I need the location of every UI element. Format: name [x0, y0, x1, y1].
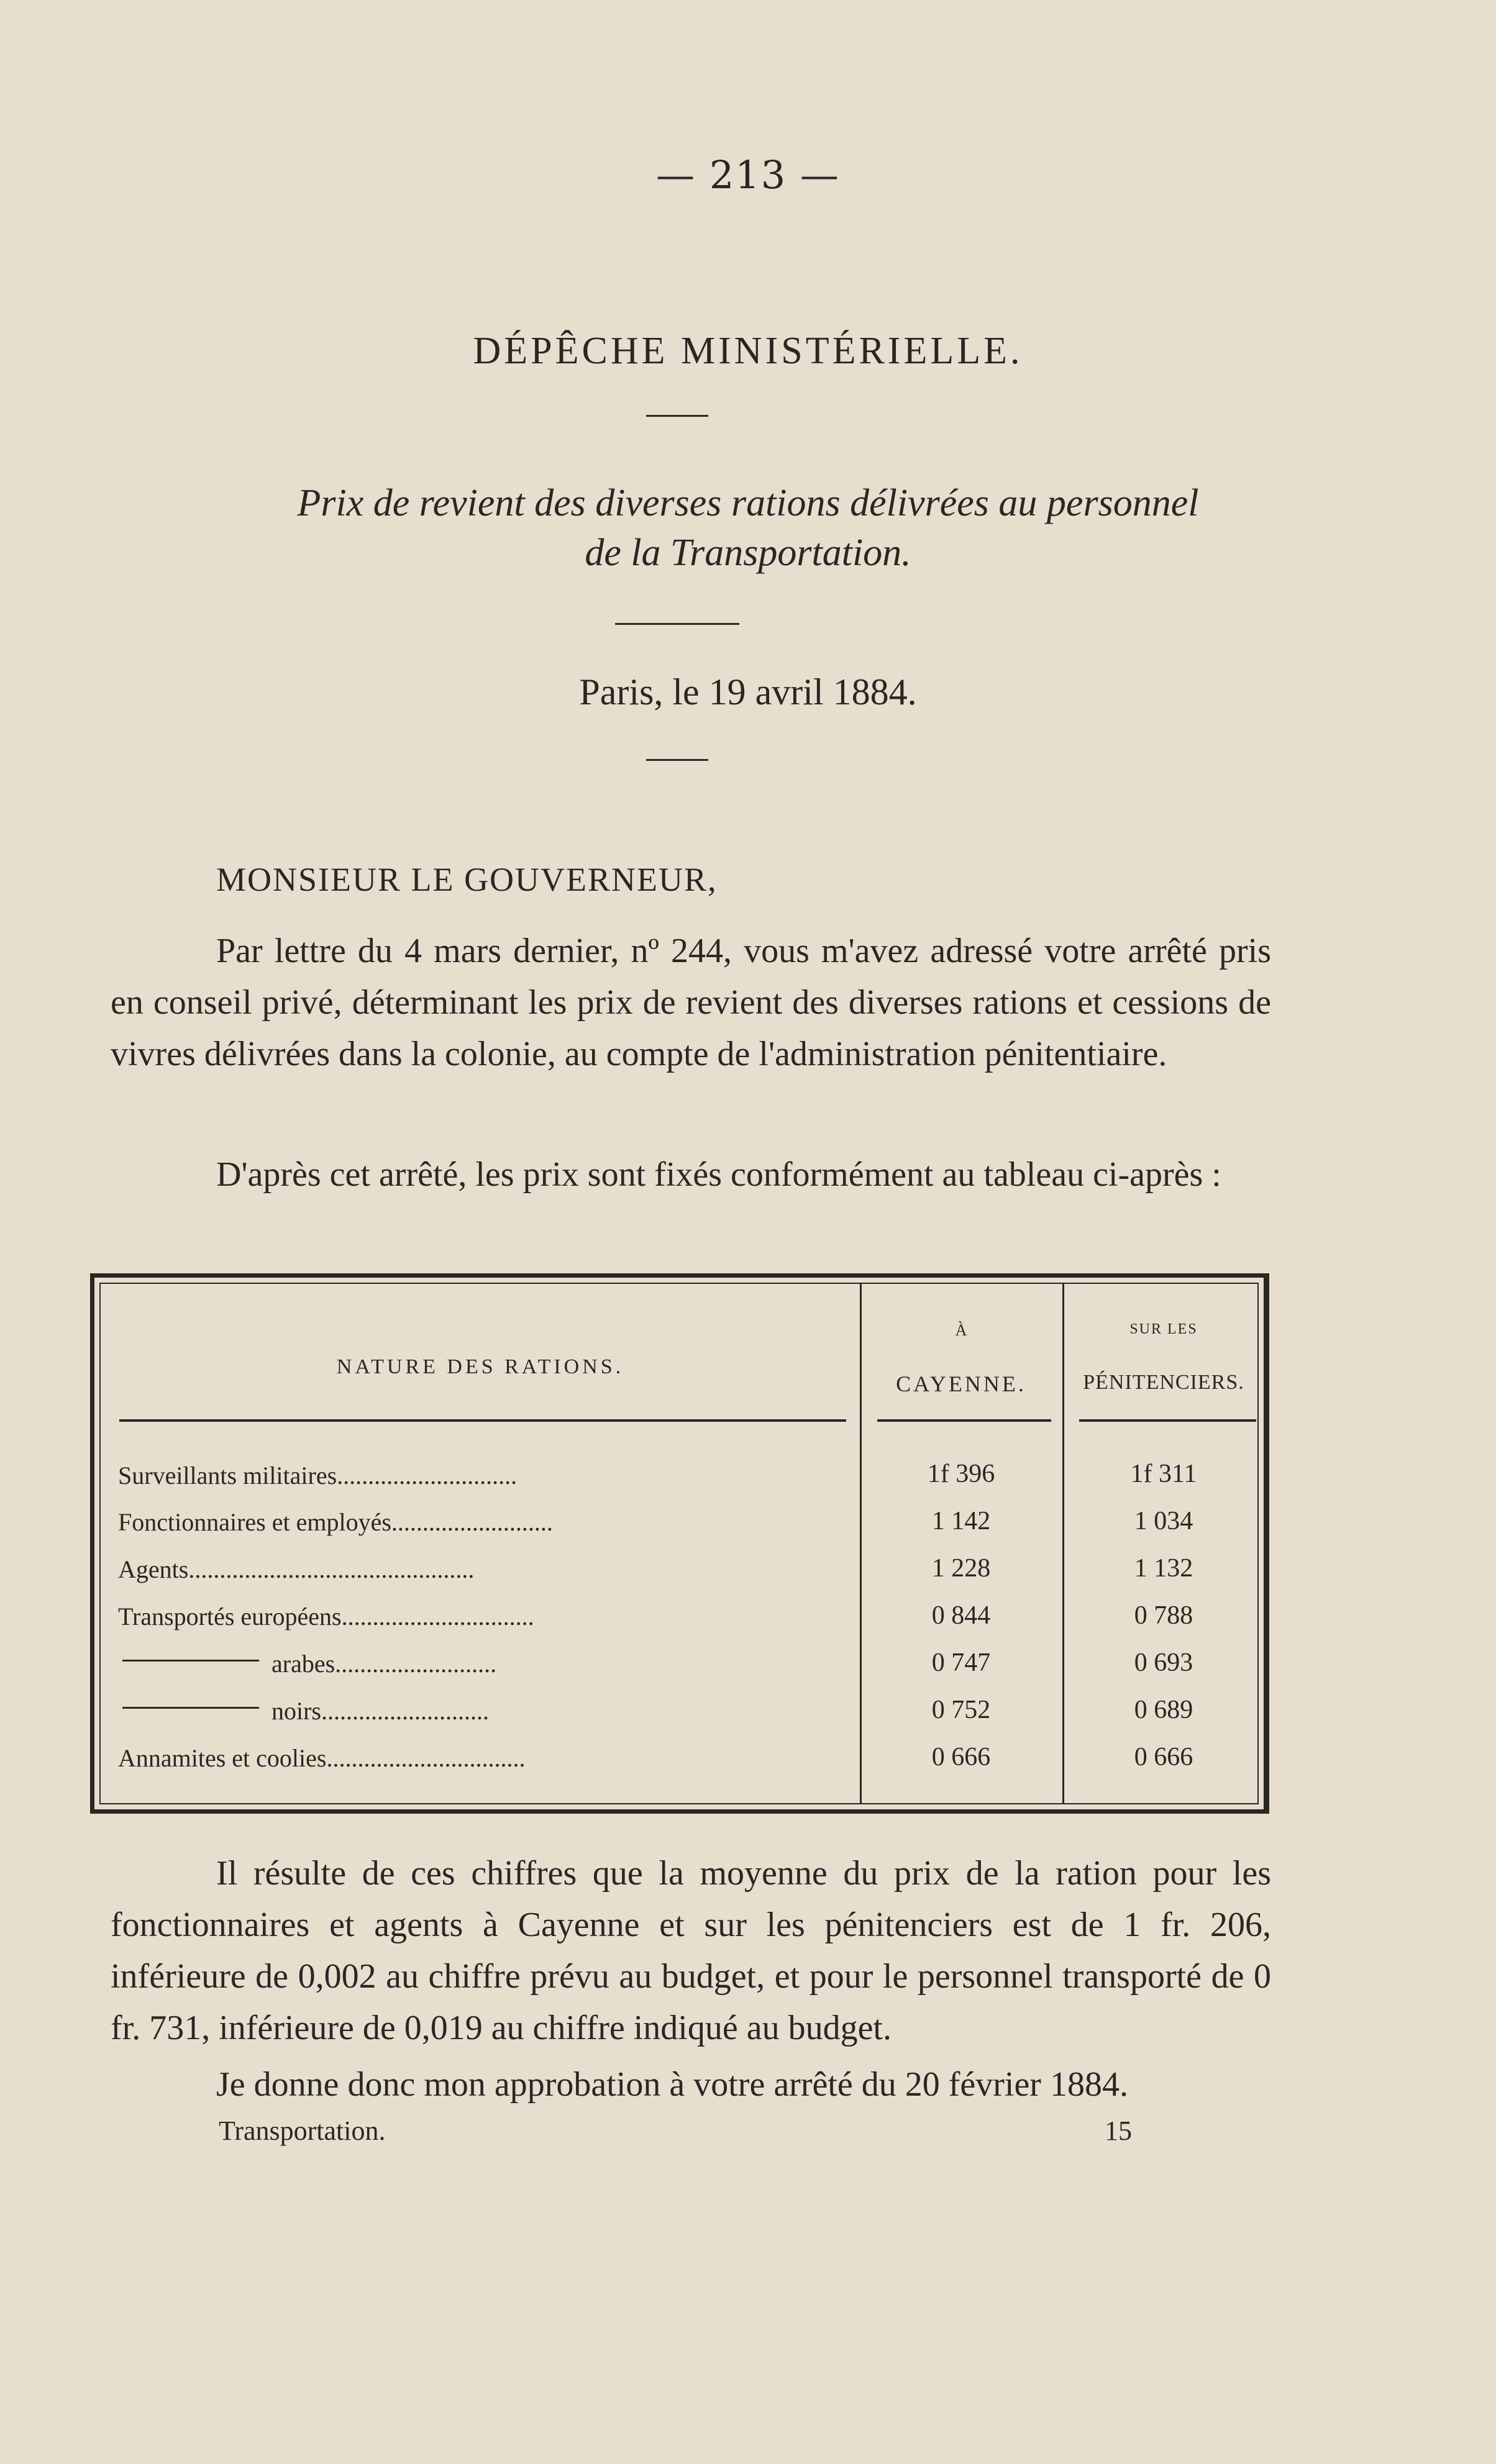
cell-cayenne: 1f 396: [927, 1460, 995, 1488]
cell-cayenne: 0 752: [931, 1696, 991, 1724]
column-divider-1: [860, 1284, 862, 1803]
subtitle-line-1: Prix de revient des diverses rations délivrées au personnel: [297, 482, 1199, 524]
subtitle-line-2: de la Transportation.: [585, 532, 911, 574]
paragraph-1: [111, 925, 1271, 1080]
row-label: Transportés européens...............................: [118, 1603, 534, 1630]
cell-cayenne: 0 747: [931, 1648, 991, 1677]
header-cayenne-top: À: [955, 1321, 967, 1339]
header-cayenne: CAYENNE.: [896, 1371, 1026, 1396]
ditto-dash: [122, 1707, 259, 1709]
rations-table: [90, 1273, 1269, 1814]
cell-cayenne: 1 228: [931, 1554, 991, 1583]
subtitle: [0, 478, 1496, 578]
footer-signature-mark: Transportation.: [219, 2116, 386, 2146]
paragraph-3-text: Il résulte de ces chiffres que la moyenne du prix de la ration pour les fonctionnaires et agents à Cayenne et sur les pénitenciers est de 1 fr. 206, inférieure de 0,002 au chiffre prévu au budget, et pour le personnel transporté de 0 fr. 731, inférieure de 0,019 au chiffre indiqué au budget.: [111, 1854, 1271, 2047]
column-divider-2: [1062, 1284, 1064, 1803]
paragraph-2: [111, 1149, 1271, 1201]
cell-cayenne: 0 666: [931, 1743, 991, 1771]
page-title: DÉPÊCHE MINISTÉRIELLE.: [473, 330, 1023, 372]
row-label: Annamites et coolies................................: [118, 1744, 526, 1772]
cell-penitenciers: 0 666: [1134, 1743, 1193, 1771]
title-rule: [646, 415, 708, 417]
header-penitenciers: PÉNITENCIERS.: [1083, 1371, 1244, 1394]
header-rule-cayenne: [877, 1419, 1051, 1422]
row-label: Surveillants militaires.............................: [118, 1462, 518, 1489]
ditto-dash: [122, 1660, 259, 1662]
header-penitenciers-top: SUR LES: [1129, 1321, 1198, 1337]
cell-penitenciers: 0 689: [1134, 1696, 1193, 1724]
salutation: MONSIEUR LE GOUVERNEUR,: [216, 861, 718, 898]
footer-sheet-number: 15: [1105, 2116, 1132, 2146]
dateline: Paris, le 19 avril 1884.: [579, 671, 917, 712]
row-label: Agents..............................................: [118, 1555, 475, 1583]
table-inner-frame: [99, 1283, 1259, 1804]
paragraph-4-text: Je donne donc mon approbation à votre arrêté du 20 février 1884.: [216, 2065, 1128, 2104]
header-nature: NATURE DES RATIONS.: [336, 1355, 624, 1378]
cell-penitenciers: 1f 311: [1130, 1460, 1197, 1488]
header-rule-nature: [119, 1419, 846, 1422]
paragraph-2-text: D'après cet arrêté, les prix sont fixés conformément au tableau ci-après :: [216, 1155, 1221, 1194]
cell-penitenciers: 1 132: [1134, 1554, 1193, 1583]
page-number: — 213 —: [656, 152, 840, 198]
paragraph-4: [111, 2059, 1271, 2111]
cell-penitenciers: 1 034: [1134, 1507, 1193, 1535]
cell-penitenciers: 0 693: [1134, 1648, 1193, 1677]
dateline-rule: [646, 759, 708, 761]
paragraph-1-text: Par lettre du 4 mars dernier, nº 244, vous m'avez adressé votre arrêté pris en conseil privé, déterminant les prix de revient des diverses rations et cessions de vivres délivrées dans la colonie, au compte de l'administration pénitentiaire.: [111, 932, 1271, 1073]
subtitle-rule: [615, 623, 739, 625]
paragraph-3: [111, 1848, 1271, 2054]
header-rule-penitenciers: [1079, 1419, 1256, 1422]
cell-cayenne: 1 142: [931, 1507, 991, 1535]
cell-penitenciers: 0 788: [1134, 1601, 1193, 1630]
row-label: Fonctionnaires et employés..........................: [118, 1508, 553, 1536]
row-label: noirs...........................: [271, 1697, 489, 1725]
row-label: arabes..........................: [271, 1650, 497, 1678]
cell-cayenne: 0 844: [931, 1601, 991, 1630]
